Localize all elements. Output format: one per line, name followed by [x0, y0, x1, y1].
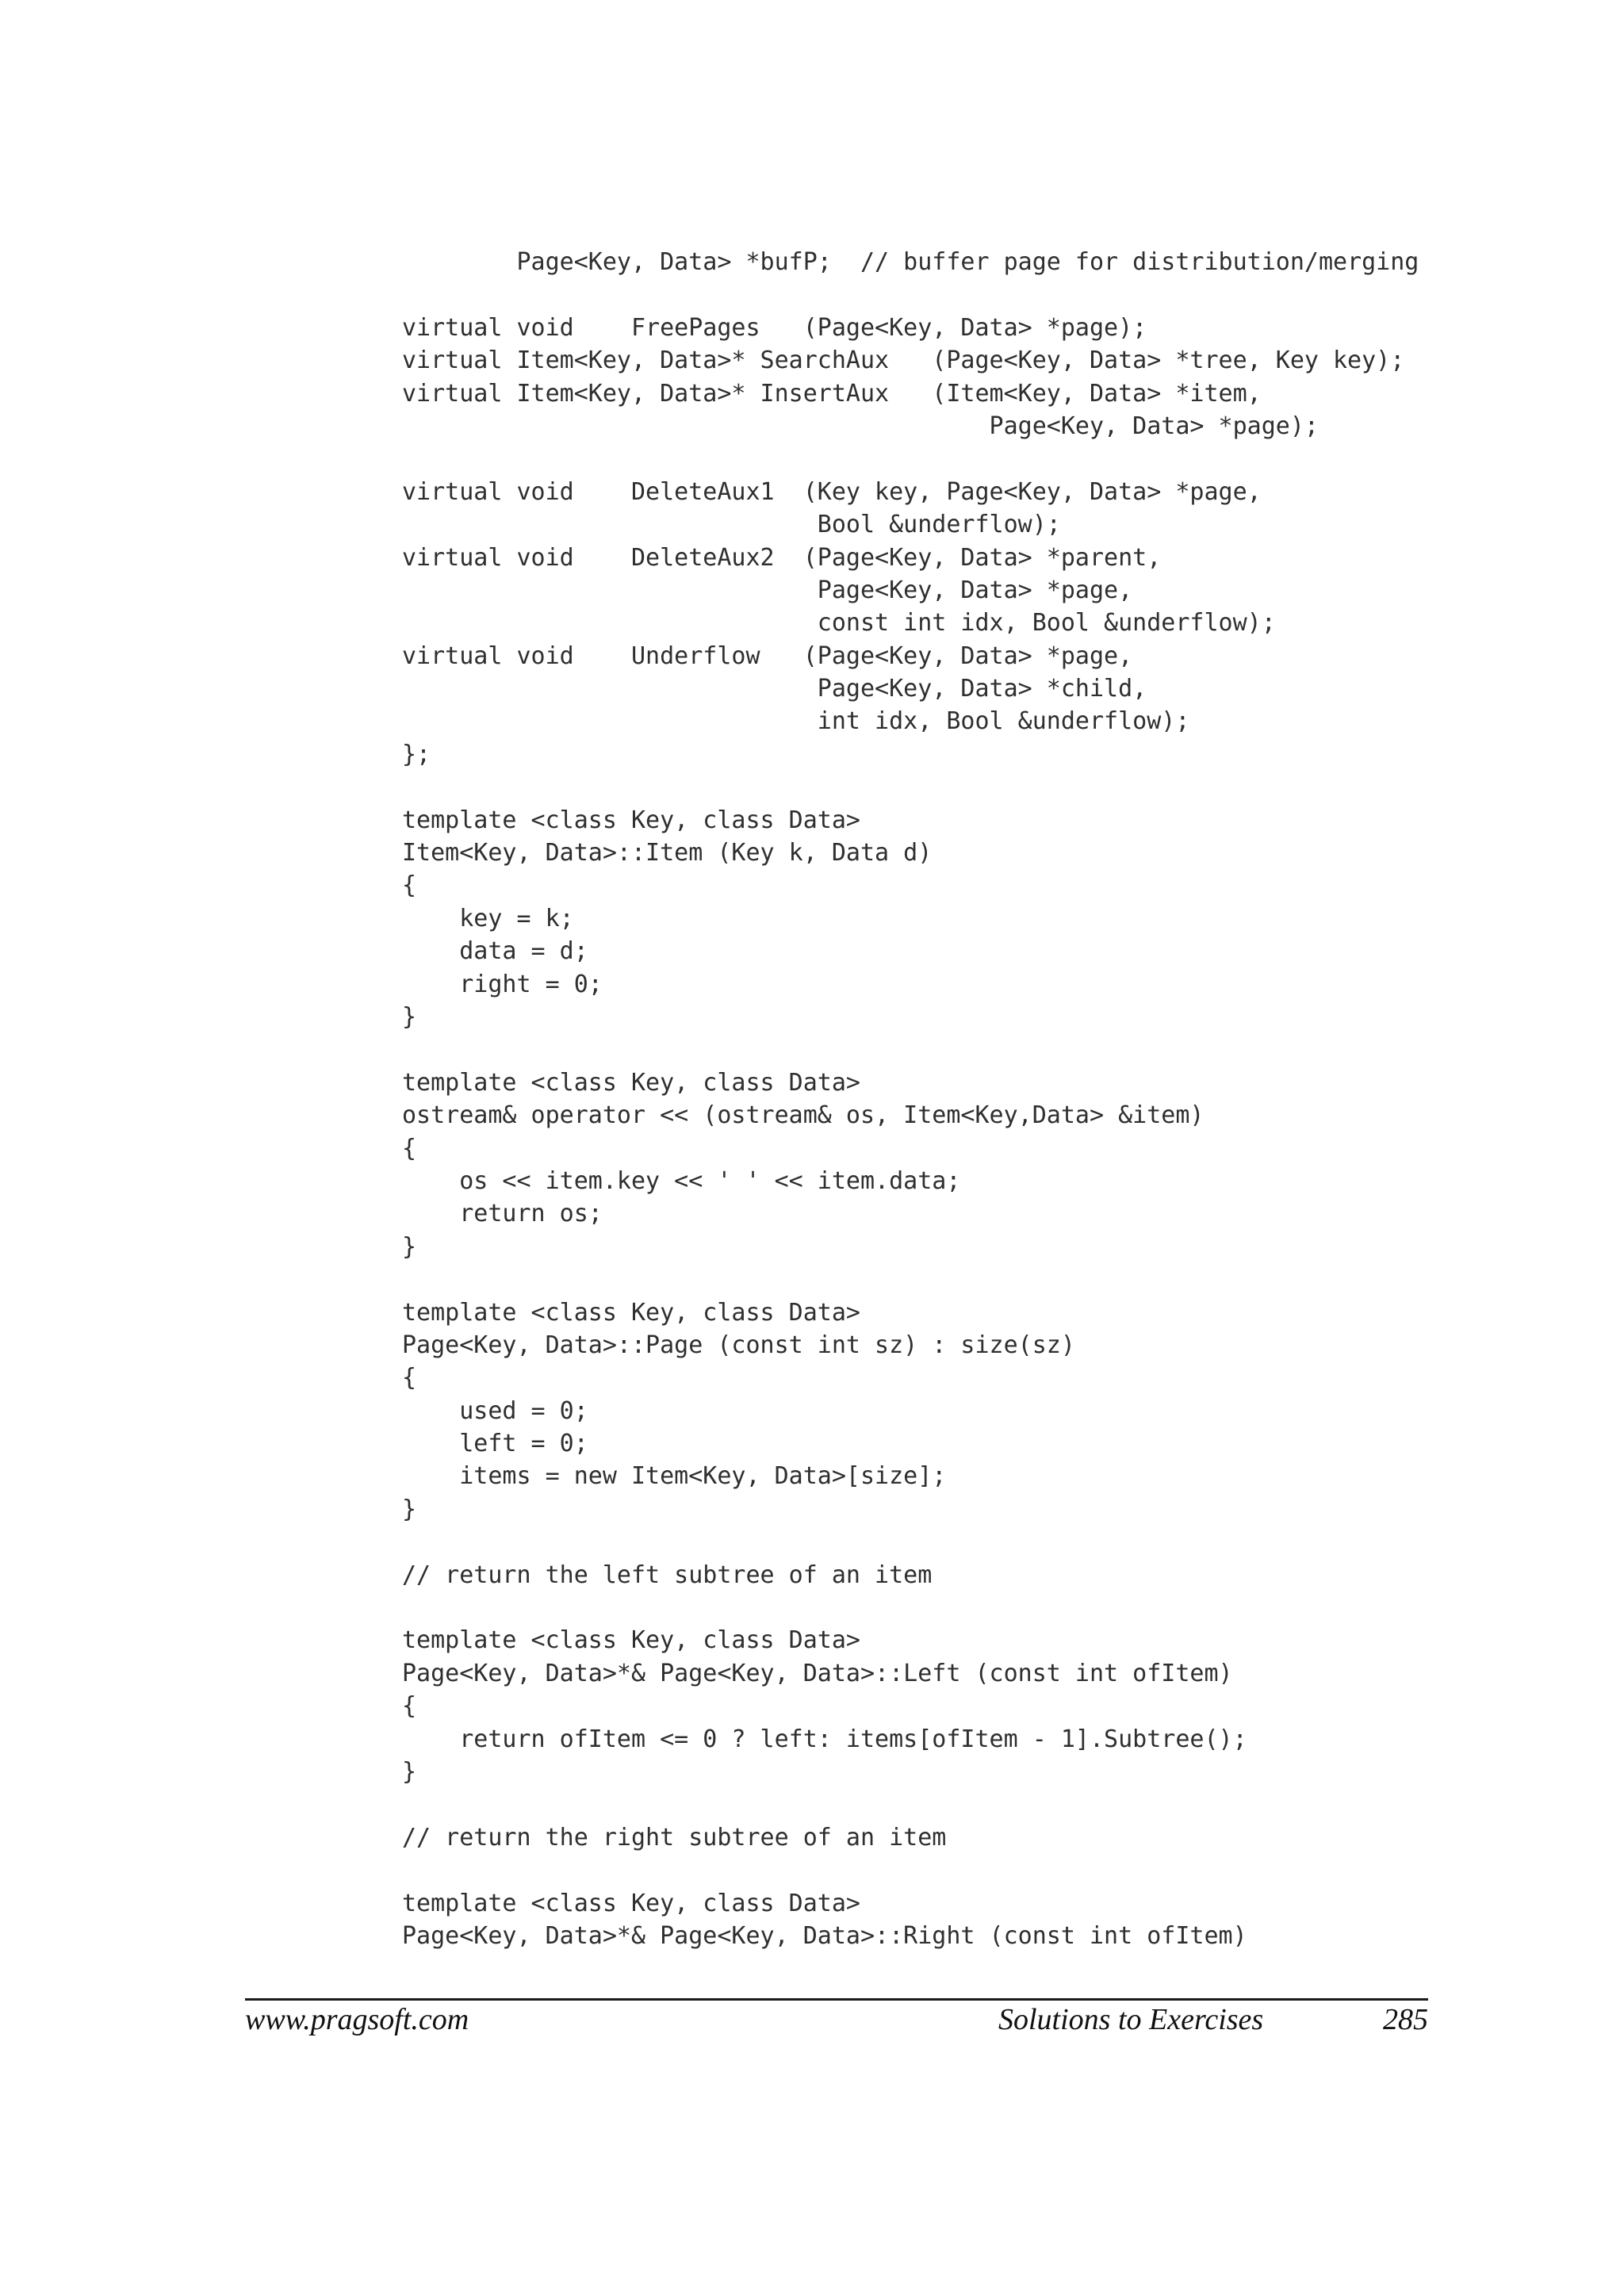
code-line: { [402, 871, 417, 900]
code-line [402, 1788, 1457, 1821]
code-line: return ofItem <= 0 ? left: items[ofItem - 1].Subtree(); [402, 1725, 1247, 1753]
code-line [402, 1854, 1457, 1886]
code-line [402, 771, 1457, 803]
footer-website-link[interactable]: www.pragsoft.com [245, 2003, 469, 2036]
code-line: virtual void DeleteAux1 (Key key, Page<Key, Data> *page, [402, 477, 1262, 506]
code-line: return os; [402, 1200, 603, 1228]
footer-divider [245, 1998, 1428, 2001]
code-line: data = d; [402, 937, 588, 966]
code-line: const int idx, Bool &underflow); [402, 609, 1276, 638]
code-line: virtual Item<Key, Data>* SearchAux (Page<Key, Data> *tree, Key key); [402, 347, 1405, 375]
code-line: used = 0; [402, 1396, 588, 1425]
code-line: } [402, 1757, 417, 1786]
code-line: Page<Key, Data>::Page (const int sz) : size(sz) [402, 1331, 1075, 1359]
code-line [402, 1591, 1457, 1624]
code-line: ostream& operator << (ostream& os, Item<Key,Data> &item) [402, 1101, 1205, 1130]
code-line: // return the left subtree of an item [402, 1561, 933, 1589]
code-line: virtual void FreePages (Page<Key, Data> *page); [402, 313, 1147, 342]
code-line: }; [402, 740, 431, 768]
code-line: Page<Key, Data>*& Page<Key, Data>::Right (const int ofItem) [402, 1921, 1247, 1950]
code-line: { [402, 1364, 417, 1392]
page-number: 285 [1383, 2003, 1428, 2036]
code-line: virtual void Underflow (Page<Key, Data> *page, [402, 641, 1133, 670]
code-line: } [402, 1232, 417, 1261]
code-line: template <class Key, class Data> [402, 1298, 860, 1327]
code-line: template <class Key, class Data> [402, 1626, 860, 1655]
code-line: // return the right subtree of an item [402, 1823, 947, 1852]
code-line: { [402, 1134, 417, 1162]
footer-section-title: Solutions to Exercises [998, 2003, 1264, 2036]
code-line [402, 1526, 1457, 1558]
code-line: Page<Key, Data> *child, [402, 675, 1147, 703]
code-line [402, 442, 1457, 475]
code-line: template <class Key, class Data> [402, 1068, 860, 1097]
code-line: } [402, 1495, 417, 1523]
code-line [402, 1263, 1457, 1296]
code-line: os << item.key << ' ' << item.data; [402, 1166, 961, 1195]
code-line: Page<Key, Data> *page); [402, 412, 1319, 440]
page-footer [245, 2002, 1428, 2042]
code-line: Item<Key, Data>::Item (Key k, Data d) [402, 839, 933, 867]
code-line: template <class Key, class Data> [402, 806, 860, 834]
code-line: items = new Item<Key, Data>[size]; [402, 1462, 947, 1491]
code-line: Bool &underflow); [402, 511, 1061, 539]
code-line: key = k; [402, 904, 574, 933]
code-line: Page<Key, Data> *bufP; // buffer page for distribution/merging [402, 248, 1419, 276]
code-line: int idx, Bool &underflow); [402, 707, 1190, 736]
code-line: left = 0; [402, 1430, 588, 1458]
code-line: Page<Key, Data>*& Page<Key, Data>::Left (const int ofItem) [402, 1659, 1233, 1687]
code-line: } [402, 1002, 417, 1031]
code-line: template <class Key, class Data> [402, 1889, 860, 1917]
code-listing [402, 246, 1457, 1952]
code-line: virtual void DeleteAux2 (Page<Key, Data> *parent, [402, 543, 1162, 572]
code-line [402, 278, 1457, 311]
code-line: right = 0; [402, 970, 603, 998]
code-line [402, 1033, 1457, 1066]
code-line: Page<Key, Data> *page, [402, 576, 1133, 604]
code-line: { [402, 1692, 417, 1721]
code-line: virtual Item<Key, Data>* InsertAux (Item<Key, Data> *item, [402, 379, 1262, 408]
